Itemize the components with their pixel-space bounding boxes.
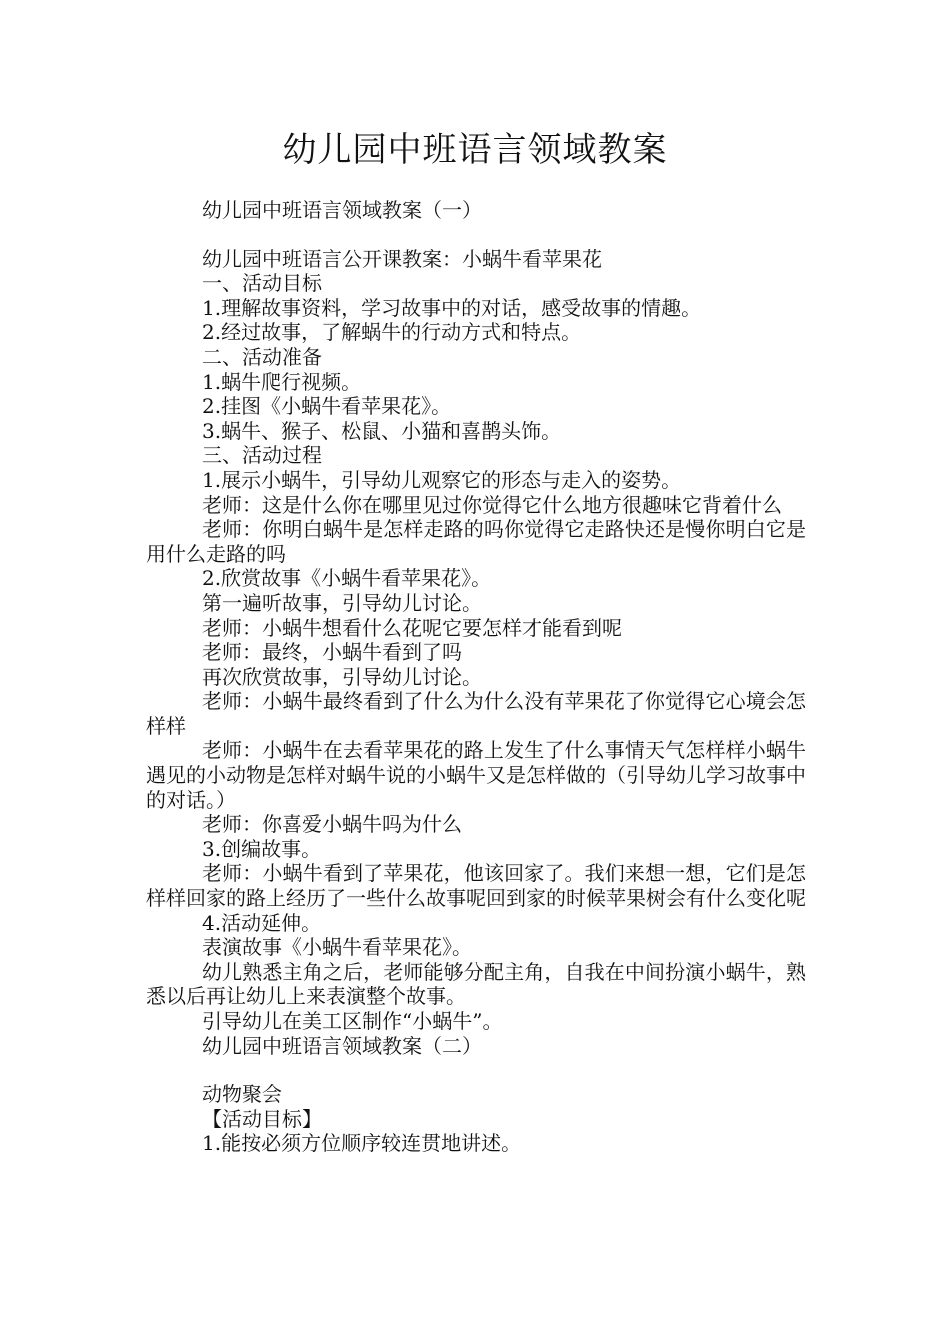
- activity-title: 动物聚会: [202, 1082, 282, 1107]
- document-title: 幼儿园中班语言领域教案: [282, 130, 668, 170]
- body-paragraph: 幼儿熟悉主角之后，老师能够分配主角，自我在中间扮演小蜗牛，熟悉以后再让幼儿上来表演整个故事。: [146, 959, 806, 1009]
- lesson-title: 幼儿园中班语言公开课教案：小蜗牛看苹果花: [202, 246, 602, 271]
- list-item: 1.蜗牛爬行视频。: [202, 369, 362, 394]
- body-paragraph: 老师：小蜗牛看到了苹果花，他该回家了。我们来想一想，它们是怎样样回家的路上经历了一些什么故事呢回到家的时候苹果树会有什么变化呢: [146, 861, 806, 911]
- list-item: 4.活动延伸。: [202, 910, 322, 935]
- list-item: 2.挂图《小蜗牛看苹果花》。: [202, 394, 452, 419]
- section-heading: 幼儿园中班语言领域教案（二）: [202, 1033, 482, 1058]
- body-paragraph: 老师：小蜗牛最终看到了什么为什么没有苹果花了你觉得它心境会怎样样: [146, 689, 806, 738]
- list-item: 2.经过故事，了解蜗牛的行动方式和特点。: [202, 320, 582, 345]
- body-paragraph: 老师：最终，小蜗牛看到了吗: [202, 640, 462, 665]
- body-paragraph: 第一遍听故事，引导幼儿讨论。: [202, 590, 482, 615]
- body-paragraph: 再次欣赏故事，引导幼儿讨论。: [202, 664, 482, 689]
- document-body: [146, 198, 806, 1156]
- subheading: 三、活动过程: [202, 443, 322, 468]
- list-item: 3.创编故事。: [202, 836, 322, 861]
- list-item: 1.展示小蜗牛，引导幼儿观察它的形态与走入的姿势。: [202, 467, 682, 492]
- body-paragraph: 老师：你喜爱小蜗牛吗为什么: [202, 812, 462, 837]
- subheading: 一、活动目标: [202, 271, 322, 296]
- list-item: 3.蜗牛、猴子、松鼠、小猫和喜鹊头饰。: [202, 418, 562, 443]
- list-item: 1.理解故事资料，学习故事中的对话，感受故事的情趣。: [202, 295, 702, 320]
- body-paragraph: 老师：这是什么你在哪里见过你觉得它什么地方很趣味它背着什么: [202, 492, 782, 517]
- body-paragraph: 引导幼儿在美工区制作“小蜗牛”。: [202, 1009, 503, 1033]
- subheading: 【活动目标】: [202, 1106, 322, 1131]
- body-paragraph: 老师：小蜗牛在去看苹果花的路上发生了什么事情天气怎样样小蜗牛遇见的小动物是怎样对蜗牛说的小蜗牛又是怎样做的（引导幼儿学习故事中的对话。）: [146, 738, 806, 812]
- subheading: 二、活动准备: [202, 344, 322, 369]
- body-paragraph: 表演故事《小蜗牛看苹果花》。: [202, 935, 472, 960]
- list-item: 2.欣赏故事《小蜗牛看苹果花》。: [202, 566, 492, 591]
- section-heading: 幼儿园中班语言领域教案（一）: [202, 198, 482, 222]
- list-item: 1.能按必须方位顺序较连贯地讲述。: [202, 1131, 522, 1156]
- body-paragraph: 老师：小蜗牛想看什么花呢它要怎样才能看到呢: [202, 615, 622, 640]
- body-paragraph: 老师：你明白蜗牛是怎样走路的吗你觉得它走路快还是慢你明白它是用什么走路的吗: [146, 517, 806, 566]
